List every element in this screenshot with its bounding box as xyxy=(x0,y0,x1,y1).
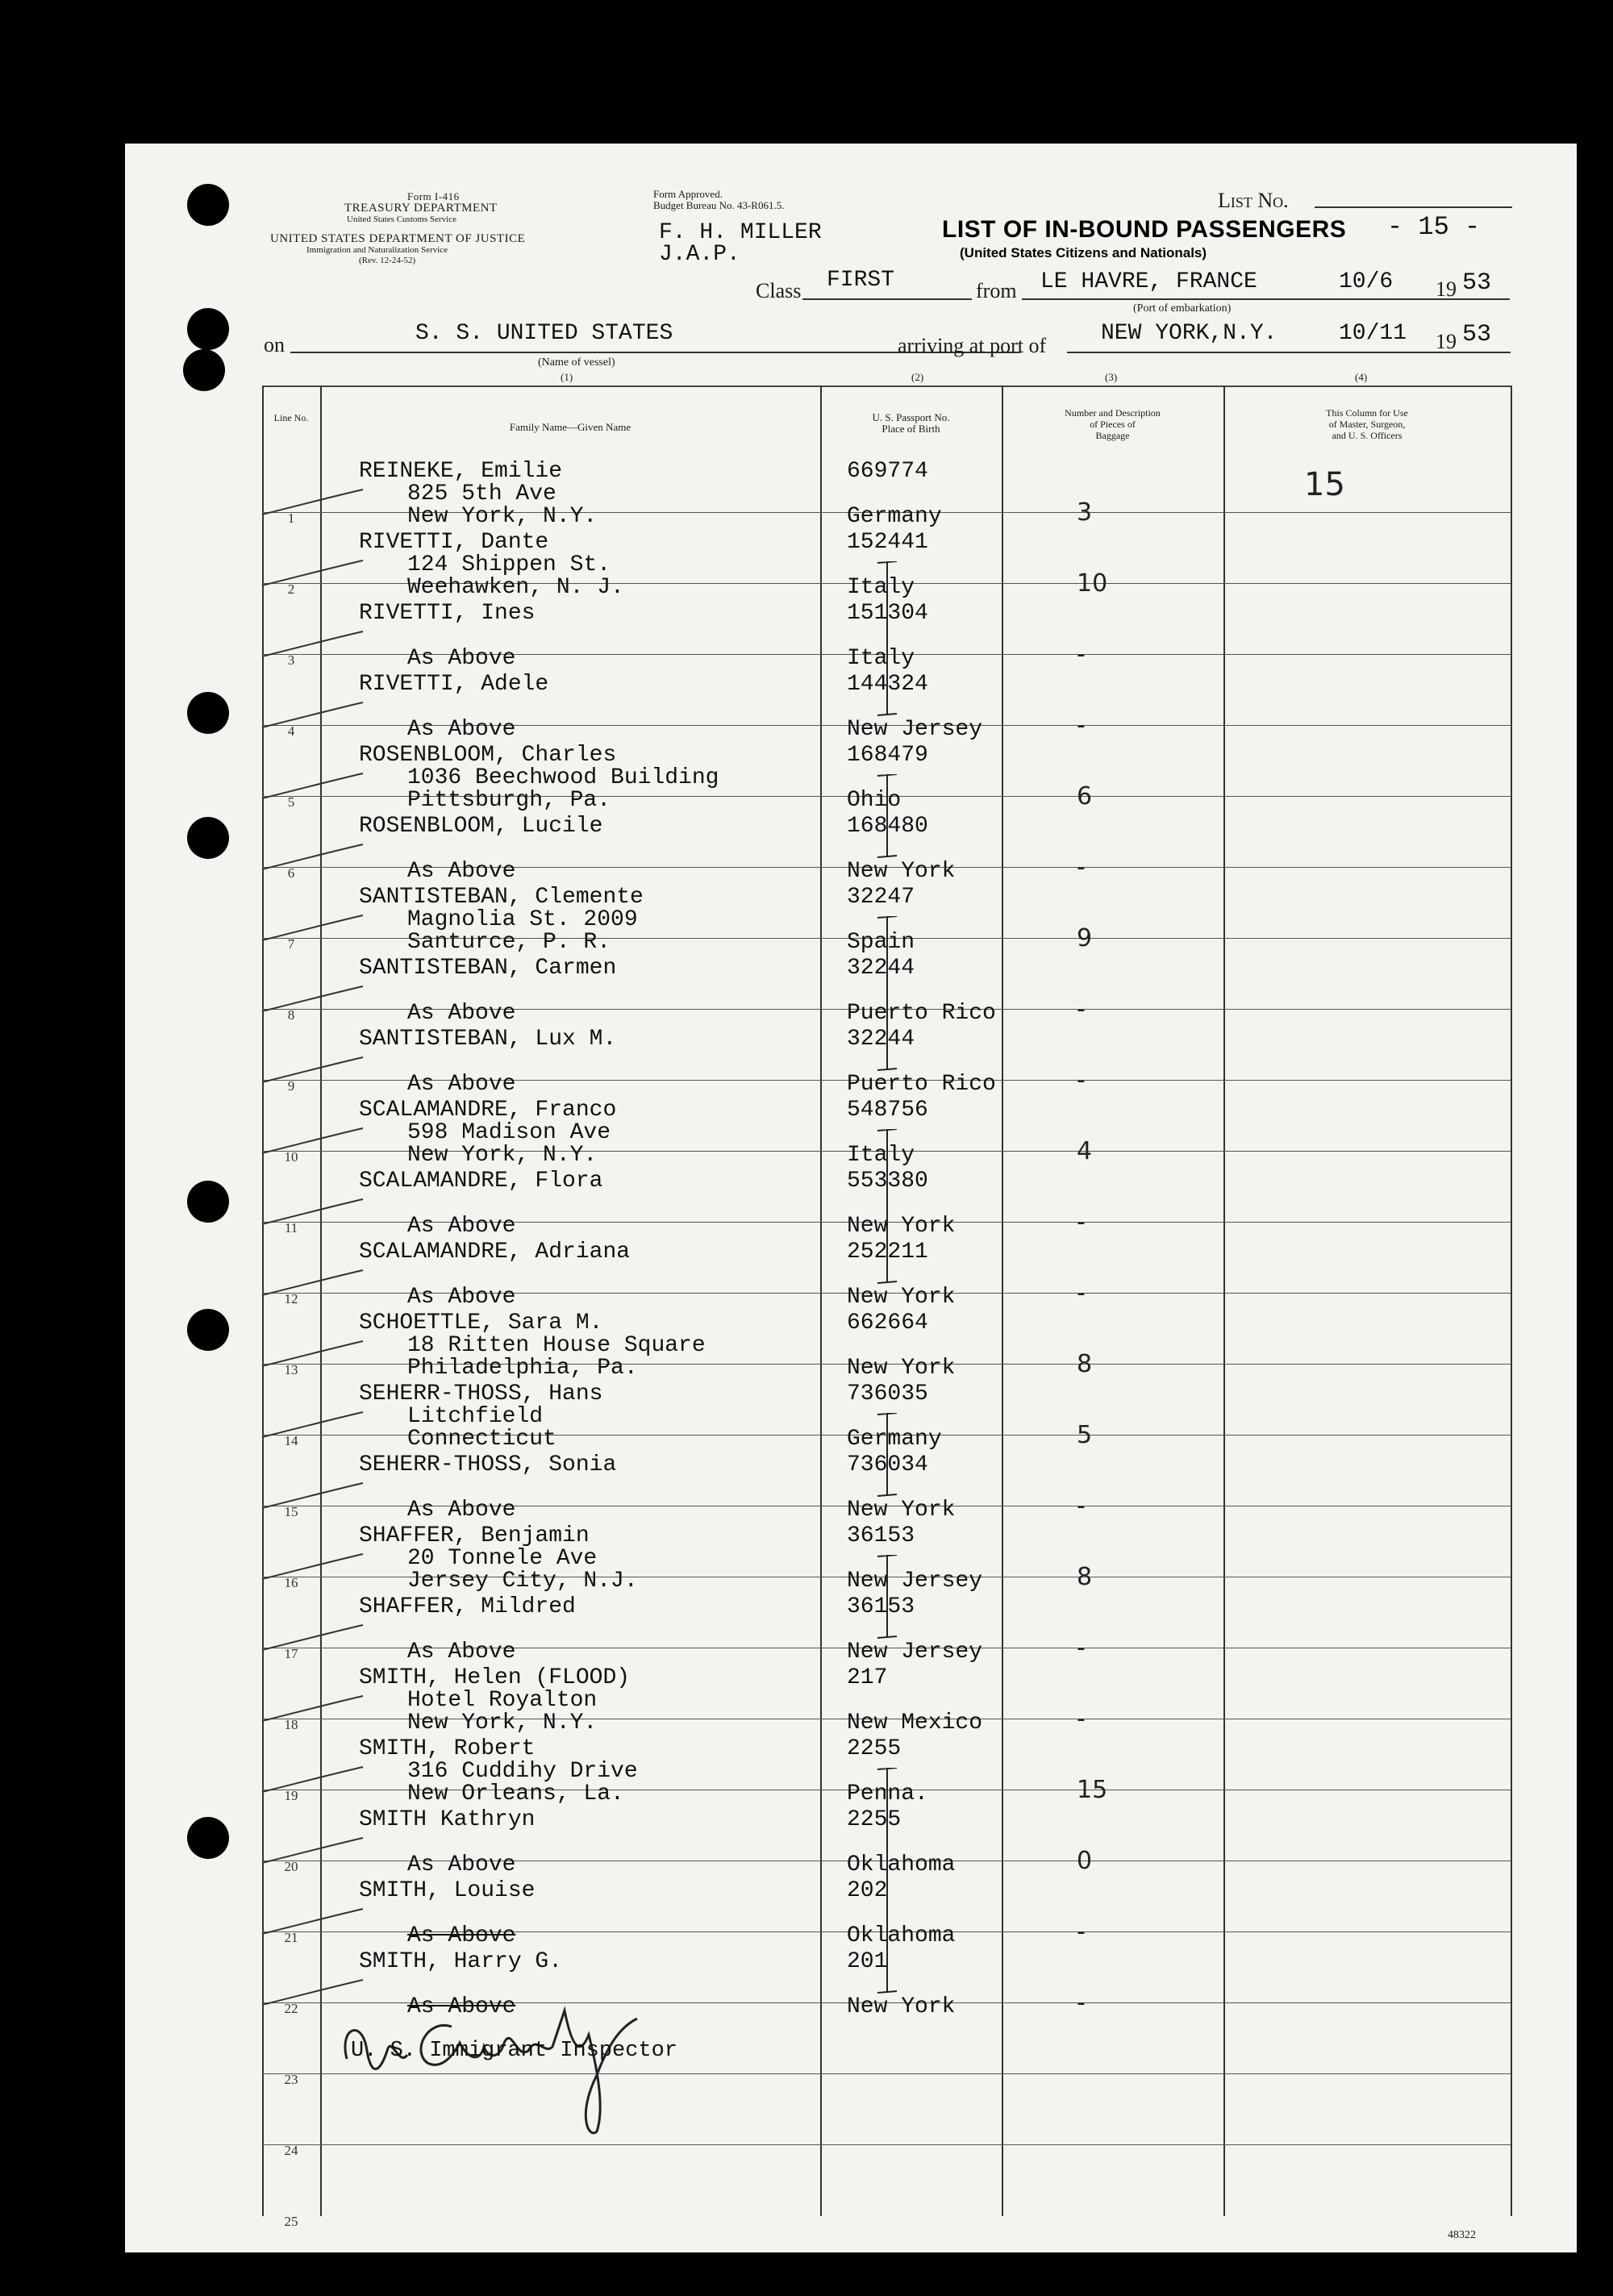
list-no-value: - 15 - xyxy=(1387,212,1481,242)
address-line-1: 124 Shippen St. xyxy=(407,552,611,577)
address-line-2: As Above xyxy=(407,1001,516,1026)
baggage-count: 5 xyxy=(1077,1421,1093,1449)
passport-number: 144324 xyxy=(847,672,928,697)
place-of-birth: New Mexico xyxy=(847,1711,983,1736)
address-line-2: Jersey City, N.J. xyxy=(407,1569,638,1594)
passenger-name: ROSENBLOOM, Lucile xyxy=(359,814,603,839)
passenger-name: SEHERR-THOSS, Sonia xyxy=(359,1452,617,1477)
arrival-port: NEW YORK,N.Y. xyxy=(1101,321,1277,346)
baggage-count: 3 xyxy=(1077,498,1093,527)
place-of-birth: Ohio xyxy=(847,788,902,813)
class-value: FIRST xyxy=(827,268,895,293)
form-approved: Form Approved. xyxy=(653,188,723,200)
arrival-date: 10/11 xyxy=(1339,321,1407,346)
inspector-label: U. S. Immigrant Inspector xyxy=(351,2039,678,2063)
passport-number: 2255 xyxy=(847,1736,902,1761)
baggage-count: 4 xyxy=(1077,1137,1093,1165)
on-label: on xyxy=(264,333,285,356)
passenger-name: RIVETTI, Ines xyxy=(359,601,536,626)
check-tick-mark xyxy=(254,1622,367,1654)
vessel-label: (Name of vessel) xyxy=(538,356,615,369)
address-line-2: As Above xyxy=(407,1498,516,1523)
col-num-4: (4) xyxy=(1355,371,1368,383)
address-line-2: Weehawken, N. J. xyxy=(407,575,624,600)
line-number: 23 xyxy=(284,2072,298,2087)
document-title: LIST OF IN-BOUND PASSENGERS xyxy=(942,216,1347,243)
passport-number: 669774 xyxy=(847,459,928,484)
typed-name-2: J.A.P. xyxy=(659,242,740,267)
address-line-2: As Above xyxy=(407,1072,516,1097)
address-line-2: As Above xyxy=(407,1285,516,1310)
line-number: 5 xyxy=(287,794,295,810)
place-of-birth: Italy xyxy=(847,575,915,600)
passport-number: 202 xyxy=(847,1878,888,1903)
officer-note: 15 xyxy=(1304,466,1345,503)
check-tick-mark xyxy=(254,1693,367,1725)
from-label: from xyxy=(976,279,1017,302)
address-line-1: Magnolia St. 2009 xyxy=(407,907,638,932)
col-header-name: Family Name—Given Name xyxy=(509,421,631,433)
baggage-count: - xyxy=(1077,1634,1086,1662)
check-tick-mark xyxy=(254,628,367,660)
passport-number: 168479 xyxy=(847,743,928,768)
manifest-page xyxy=(125,144,1577,2252)
address-line-1: 20 Tonnele Ave xyxy=(407,1546,598,1571)
line-number: 6 xyxy=(287,865,295,881)
place-of-birth: Puerto Rico xyxy=(847,1001,996,1026)
address-line-2: As Above xyxy=(407,1923,516,1948)
address-line-2: As Above xyxy=(407,1852,516,1877)
place-of-birth: Italy xyxy=(847,646,915,671)
place-of-birth: New Jersey xyxy=(847,1640,983,1665)
col-header-officers: This Column for Use of Master, Surgeon, and U. S. Officers xyxy=(1326,407,1408,441)
passenger-name: SANTISTEBAN, Lux M. xyxy=(359,1027,617,1052)
baggage-count: - xyxy=(1077,1705,1086,1733)
baggage-count: - xyxy=(1077,995,1086,1023)
list-no-label: List No. xyxy=(1218,189,1289,212)
address-line-2: As Above xyxy=(407,859,516,884)
embark-date: 10/6 xyxy=(1339,269,1394,294)
line-number: 14 xyxy=(284,1433,298,1448)
address-line-2: Pittsburgh, Pa. xyxy=(407,788,611,813)
baggage-count: - xyxy=(1077,1492,1086,1520)
col-num-1: (1) xyxy=(561,371,573,383)
passport-number: 662664 xyxy=(847,1311,928,1336)
family-bracket xyxy=(871,774,903,865)
passport-number: 548756 xyxy=(847,1098,928,1123)
passport-number: 2255 xyxy=(847,1807,902,1832)
place-of-birth: Germany xyxy=(847,1427,942,1452)
check-tick-mark xyxy=(254,1835,367,1867)
address-line-1: Litchfield xyxy=(407,1404,544,1429)
passenger-name: SHAFFER, Mildred xyxy=(359,1594,576,1619)
address-line-1: Hotel Royalton xyxy=(407,1688,598,1713)
baggage-count: 10 xyxy=(1077,569,1108,598)
family-bracket xyxy=(871,561,903,723)
check-tick-mark xyxy=(254,699,367,731)
vessel-name: S. S. UNITED STATES xyxy=(415,321,673,346)
embark-year-prefix: 19 xyxy=(1436,277,1457,301)
place-of-birth: Puerto Rico xyxy=(847,1072,996,1097)
place-of-birth: New York xyxy=(847,859,956,884)
port-embark-label: (Port of embarkation) xyxy=(1133,302,1232,315)
passenger-name: SANTISTEBAN, Clemente xyxy=(359,885,644,910)
passport-number: 32244 xyxy=(847,1027,915,1052)
col-num-2: (2) xyxy=(911,371,924,383)
address-line-1: 1036 Beechwood Building xyxy=(407,765,719,790)
line-number: 18 xyxy=(284,1717,298,1732)
footer-code: 48322 xyxy=(1448,2229,1476,2241)
passport-number: 152441 xyxy=(847,530,928,555)
col-header-line-no: Line No. xyxy=(273,412,309,423)
address-line-2: New York, N.Y. xyxy=(407,1711,598,1736)
check-tick-mark xyxy=(254,1338,367,1370)
place-of-birth: Penna. xyxy=(847,1781,928,1806)
passenger-name: SCHOETTLE, Sara M. xyxy=(359,1311,603,1336)
baggage-count: - xyxy=(1077,853,1086,881)
baggage-count: - xyxy=(1077,1208,1086,1236)
col-header-passport: U. S. Passport No. Place of Birth xyxy=(872,411,950,435)
embark-year: 53 xyxy=(1462,269,1492,297)
form-number: Form I-416 xyxy=(407,190,460,202)
check-tick-mark xyxy=(254,1480,367,1512)
passenger-name: SCALAMANDRE, Franco xyxy=(359,1098,617,1123)
embark-port: LE HAVRE, FRANCE xyxy=(1040,269,1257,294)
family-bracket xyxy=(871,1413,903,1504)
passenger-name: SEHERR-THOSS, Hans xyxy=(359,1381,603,1406)
address-line-2: As Above xyxy=(407,646,516,671)
treasury-dept: TREASURY DEPARTMENT xyxy=(344,202,498,215)
baggage-count: - xyxy=(1077,1989,1086,2017)
baggage-count: - xyxy=(1077,711,1086,740)
baggage-count: - xyxy=(1077,1066,1086,1094)
passenger-name: SHAFFER, Benjamin xyxy=(359,1523,590,1548)
check-tick-mark xyxy=(254,1267,367,1299)
typed-name-1: F. H. MILLER xyxy=(659,220,822,245)
line-number: 7 xyxy=(287,936,295,952)
check-tick-mark xyxy=(254,1125,367,1157)
check-tick-mark xyxy=(254,1054,367,1086)
line-number: 10 xyxy=(284,1149,298,1165)
passenger-name: RIVETTI, Dante xyxy=(359,530,549,555)
check-tick-mark xyxy=(254,912,367,944)
line-number: 8 xyxy=(287,1007,295,1023)
family-bracket xyxy=(871,1555,903,1646)
check-tick-mark xyxy=(254,1551,367,1583)
punch-hole xyxy=(183,349,225,391)
passenger-name: SCALAMANDRE, Adriana xyxy=(359,1240,631,1265)
passenger-name: SMITH, Robert xyxy=(359,1736,536,1761)
family-bracket xyxy=(871,916,903,1078)
passenger-name: RIVETTI, Adele xyxy=(359,672,549,697)
passport-number: 252211 xyxy=(847,1240,928,1265)
col-num-3: (3) xyxy=(1105,371,1118,383)
baggage-count: - xyxy=(1077,1918,1086,1946)
arrival-year: 53 xyxy=(1462,321,1492,348)
address-line-2: As Above xyxy=(407,1640,516,1665)
place-of-birth: New York xyxy=(847,1994,956,2019)
address-line-1: 825 5th Ave xyxy=(407,481,556,506)
check-tick-mark xyxy=(254,770,367,802)
passenger-name: SANTISTEBAN, Carmen xyxy=(359,956,617,981)
ins-service: Immigration and Naturalization Service xyxy=(306,245,448,255)
address-line-2: Connecticut xyxy=(407,1427,556,1452)
passport-number: 217 xyxy=(847,1665,888,1690)
place-of-birth: New Jersey xyxy=(847,1569,983,1594)
punch-hole xyxy=(187,1309,229,1351)
family-bracket xyxy=(871,1129,903,1291)
budget-bureau: Budget Bureau No. 43-R061.5. xyxy=(653,199,785,211)
address-line-1: 18 Ritten House Square xyxy=(407,1333,706,1358)
place-of-birth: New York xyxy=(847,1214,956,1239)
line-number: 2 xyxy=(287,581,295,597)
line-number: 24 xyxy=(284,2143,298,2158)
punch-hole xyxy=(187,1817,229,1859)
passport-number: 32247 xyxy=(847,885,915,910)
address-line-2: Philadelphia, Pa. xyxy=(407,1356,638,1381)
address-line-1: 316 Cuddihy Drive xyxy=(407,1759,638,1784)
line-number: 25 xyxy=(284,2214,298,2229)
document-subtitle: (United States Citizens and Nationals) xyxy=(960,245,1207,260)
line-number: 4 xyxy=(287,723,295,739)
baggage-count: - xyxy=(1077,640,1086,669)
passenger-name: SMITH, Louise xyxy=(359,1878,536,1903)
check-tick-mark xyxy=(254,557,367,590)
form-revision: (Rev. 12-24-52) xyxy=(359,256,416,265)
line-number: 3 xyxy=(287,652,295,668)
address-line-2: New Orleans, La. xyxy=(407,1781,624,1806)
passenger-name: SMITH Kathryn xyxy=(359,1807,536,1832)
place-of-birth: New York xyxy=(847,1498,956,1523)
line-number: 9 xyxy=(287,1078,295,1094)
address-line-2: As Above xyxy=(407,717,516,742)
line-number: 12 xyxy=(284,1291,298,1306)
place-of-birth: New Jersey xyxy=(847,717,983,742)
passport-number: 201 xyxy=(847,1949,888,1974)
check-tick-mark xyxy=(254,1906,367,1938)
baggage-count: 6 xyxy=(1077,782,1093,810)
place-of-birth: New York xyxy=(847,1285,956,1310)
arrival-year-prefix: 19 xyxy=(1436,330,1457,353)
line-number: 21 xyxy=(284,1930,298,1945)
place-of-birth: Oklahoma xyxy=(847,1852,956,1877)
check-tick-mark xyxy=(254,1409,367,1441)
place-of-birth: Italy xyxy=(847,1143,915,1168)
baggage-count: 15 xyxy=(1077,1776,1108,1804)
passport-number: 168480 xyxy=(847,814,928,839)
address-line-2: As Above xyxy=(407,1994,516,2019)
baggage-count: 0 xyxy=(1077,1847,1093,1875)
place-of-birth: New York xyxy=(847,1356,956,1381)
baggage-count: - xyxy=(1077,1279,1086,1307)
baggage-count: 8 xyxy=(1077,1350,1093,1378)
col-header-baggage: Number and Description of Pieces of Baggage xyxy=(1065,407,1161,441)
check-tick-mark xyxy=(254,486,367,519)
line-number: 20 xyxy=(284,1859,298,1874)
place-of-birth: Spain xyxy=(847,930,915,955)
customs-service: United States Customs Service xyxy=(347,215,456,224)
class-label: Class xyxy=(756,279,802,302)
passenger-name: SMITH, Harry G. xyxy=(359,1949,563,1974)
line-number: 13 xyxy=(284,1362,298,1377)
punch-hole xyxy=(187,692,229,734)
line-number: 16 xyxy=(284,1575,298,1590)
check-tick-mark xyxy=(254,841,367,873)
row-divider xyxy=(262,2144,1511,2145)
passport-number: 36153 xyxy=(847,1523,915,1548)
punch-hole xyxy=(187,817,229,859)
address-line-2: New York, N.Y. xyxy=(407,504,598,529)
address-line-2: New York, N.Y. xyxy=(407,1143,598,1168)
line-number: 17 xyxy=(284,1646,298,1661)
punch-hole xyxy=(187,1181,229,1223)
check-tick-mark xyxy=(254,1764,367,1796)
line-number: 22 xyxy=(284,2001,298,2016)
address-line-2: Santurce, P. R. xyxy=(407,930,611,955)
arriving-label: arriving at port of xyxy=(898,334,1047,357)
line-number: 19 xyxy=(284,1788,298,1803)
passport-number: 36153 xyxy=(847,1594,915,1619)
punch-hole xyxy=(187,308,229,350)
passport-number: 736035 xyxy=(847,1381,928,1406)
line-number: 1 xyxy=(287,510,295,526)
place-of-birth: Oklahoma xyxy=(847,1923,956,1948)
place-of-birth: Germany xyxy=(847,504,942,529)
passport-number: 32244 xyxy=(847,956,915,981)
address-line-1: 598 Madison Ave xyxy=(407,1120,611,1145)
family-bracket xyxy=(871,1768,903,2001)
passenger-name: SMITH, Helen (FLOOD) xyxy=(359,1665,631,1690)
passport-number: 736034 xyxy=(847,1452,928,1477)
justice-dept: UNITED STATES DEPARTMENT OF JUSTICE xyxy=(270,232,526,245)
passenger-name: ROSENBLOOM, Charles xyxy=(359,743,617,768)
check-tick-mark xyxy=(254,983,367,1015)
address-line-2: As Above xyxy=(407,1214,516,1239)
baggage-count: 9 xyxy=(1077,924,1093,952)
passenger-name: SCALAMANDRE, Flora xyxy=(359,1169,603,1194)
check-tick-mark xyxy=(254,1196,367,1228)
baggage-count: 8 xyxy=(1077,1563,1093,1591)
punch-hole xyxy=(187,184,229,226)
passenger-name: REINEKE, Emilie xyxy=(359,459,563,484)
passport-number: 553380 xyxy=(847,1169,928,1194)
line-number: 15 xyxy=(284,1504,298,1519)
line-number: 11 xyxy=(284,1220,298,1236)
passport-number: 151304 xyxy=(847,601,928,626)
